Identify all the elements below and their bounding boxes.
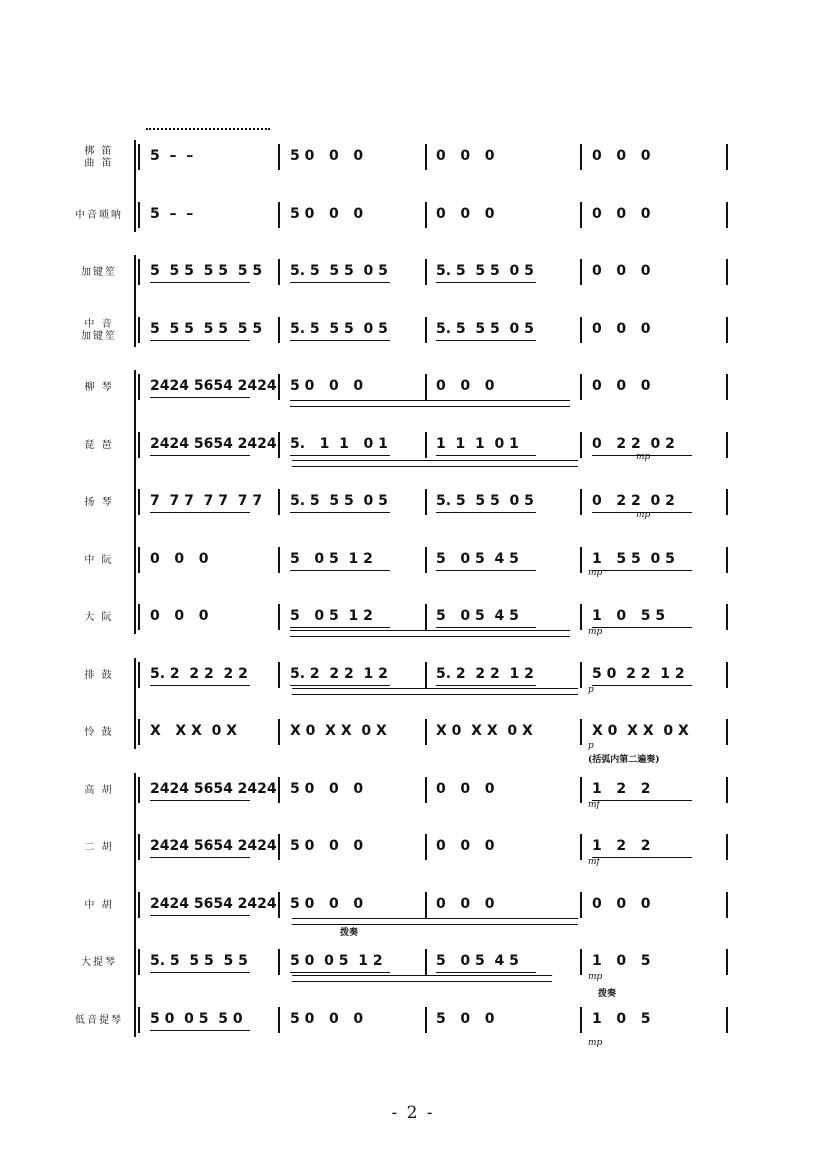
bar-line <box>278 777 280 803</box>
bar-line <box>425 1007 427 1033</box>
beam-line <box>436 512 536 513</box>
bar-line <box>726 317 728 343</box>
instrument-label: 梆 笛 曲 笛 <box>84 146 114 169</box>
measure-notes: 5 0 0 <box>436 1010 495 1027</box>
bar-line <box>278 144 280 170</box>
bar-line <box>138 144 140 170</box>
measure-notes: 5 0 0 0 <box>290 1010 364 1027</box>
bar-line <box>278 834 280 860</box>
bar-line <box>425 374 427 400</box>
bar-line <box>425 432 427 458</box>
daruan-dynamic: mp <box>588 627 603 637</box>
measure-notes: 5 0 2 2 1 2 <box>592 665 685 682</box>
measure-notes: 5 0 0 0 <box>290 780 364 797</box>
measure-notes: 1 0 5 <box>592 953 651 969</box>
measure-notes: 5 – – <box>150 205 194 222</box>
bar-line <box>726 374 728 400</box>
measure-notes: 5 0 0 0 <box>290 205 364 222</box>
bar-line <box>138 547 140 573</box>
measure-notes: 0 0 0 <box>436 378 495 394</box>
measure-notes: 5 – – <box>150 148 194 164</box>
instrument-label: 加键笙 <box>81 267 117 278</box>
bar-line <box>580 374 582 400</box>
bar-line <box>726 604 728 630</box>
system-bracket <box>134 370 136 634</box>
bar-line <box>425 317 427 343</box>
measure-notes: 1 0 5 <box>592 1010 651 1027</box>
beam-line <box>150 397 250 398</box>
bar-line <box>726 202 728 228</box>
measure-notes: 1 2 2 <box>592 780 651 797</box>
bar-line <box>138 317 140 343</box>
measure-notes: 0 0 0 <box>592 205 651 222</box>
beam-line <box>592 685 692 686</box>
bar-line <box>138 719 140 745</box>
beam-line <box>290 340 390 341</box>
bar-line <box>425 604 427 630</box>
measure-notes: X 0 X X 0 X <box>592 723 689 739</box>
measure-notes: 5 0 0 5 1 2 <box>290 953 383 969</box>
bar-line <box>425 144 427 170</box>
hairpin <box>292 688 578 695</box>
linggu-dynamic: p <box>588 741 594 751</box>
bar-line <box>726 1007 728 1033</box>
page-number: - 2 - <box>391 1103 435 1123</box>
measure-notes: 2424 5654 2424 <box>150 838 277 854</box>
bar-line <box>726 892 728 918</box>
bar-line <box>726 662 728 688</box>
bar-line <box>726 834 728 860</box>
beam-line <box>150 282 250 283</box>
bar-line <box>138 202 140 228</box>
beam-line <box>290 627 390 628</box>
instrument-label: 柳 琴 <box>84 382 114 393</box>
instrument-label: 中音唢呐 <box>75 209 123 221</box>
beam-line <box>290 570 390 571</box>
measure-notes: 5 0 5 1 2 <box>290 608 373 624</box>
bar-line <box>278 202 280 228</box>
erhu-dynamic: mf <box>588 857 600 867</box>
measure-notes: 5 0 0 0 <box>290 148 364 164</box>
measure-notes: 1 0 5 5 <box>592 608 666 624</box>
instrument-label: 中 音 加键笙 <box>81 318 117 342</box>
cello-dynamic: mp <box>588 972 603 982</box>
bar-line <box>425 489 427 515</box>
measure-notes: 5 0 0 5 5 0 <box>150 1010 243 1027</box>
bar-line <box>580 719 582 745</box>
bar-line <box>580 547 582 573</box>
measure-notes: 2424 5654 2424 <box>150 435 277 452</box>
bar-line <box>138 489 140 515</box>
instrument-label: 扬 琴 <box>84 497 114 508</box>
trill-line <box>146 128 270 134</box>
measure-notes: 1 5 5 0 5 <box>592 550 675 567</box>
hairpin <box>292 975 552 982</box>
bar-line <box>425 834 427 860</box>
bar-line <box>726 259 728 285</box>
measure-notes: 0 0 0 <box>436 838 495 854</box>
instrument-label: 二 胡 <box>84 842 114 853</box>
beam-line <box>436 627 536 628</box>
bar-line <box>580 259 582 285</box>
beam-line <box>290 685 390 686</box>
measure-notes: 5. 5 5 5 0 5 <box>436 263 534 279</box>
measure-notes: 2424 5654 2424 <box>150 378 277 394</box>
measure-notes: 5. 5 5 5 0 5 <box>290 263 388 279</box>
bar-line <box>138 432 140 458</box>
instrument-label: 琵 琶 <box>84 439 114 451</box>
bar-line <box>278 374 280 400</box>
measure-notes: 5. 5 5 5 0 5 <box>290 320 388 337</box>
measure-notes: 5 0 0 0 <box>290 378 364 394</box>
measure-notes: 5 0 5 1 2 <box>290 550 373 567</box>
beam-line <box>436 282 536 283</box>
measure-notes: 0 0 0 <box>592 895 651 912</box>
yangqin-dynamic: mp <box>636 510 651 520</box>
measure-notes: 1 2 2 <box>592 838 651 854</box>
instrument-label: 中 胡 <box>84 899 114 911</box>
bar-line <box>278 892 280 918</box>
bar-line <box>278 662 280 688</box>
measure-notes: 5 5 5 5 5 5 5 <box>150 320 263 337</box>
bar-line <box>425 892 427 918</box>
paigu-dynamic: p <box>588 685 594 695</box>
bar-line <box>580 777 582 803</box>
beam-line <box>436 455 536 456</box>
bar-line <box>425 949 427 975</box>
bar-line <box>138 374 140 400</box>
beam-line <box>150 340 250 341</box>
measure-notes: 5 0 5 4 5 <box>436 608 519 624</box>
measure-notes: 1 1 1 0 1 <box>436 435 519 452</box>
bar-line <box>580 834 582 860</box>
system-bracket <box>134 255 136 347</box>
measure-notes: 0 0 0 <box>592 320 651 337</box>
beam-line <box>150 1030 250 1031</box>
measure-notes: 0 2 2 0 2 <box>592 493 675 509</box>
gaohu-dynamic: mf <box>588 800 600 810</box>
instrument-label: 中 阮 <box>84 554 114 566</box>
bar-line <box>580 1007 582 1033</box>
measure-notes: 5 5 5 5 5 5 5 <box>150 263 263 279</box>
bar-line <box>580 489 582 515</box>
measure-notes: 0 0 0 <box>436 148 495 164</box>
bar-line <box>425 662 427 688</box>
measure-notes: 5 0 5 4 5 <box>436 953 519 969</box>
bar-line <box>278 317 280 343</box>
measure-notes: 0 0 0 <box>150 608 209 624</box>
measure-notes: 0 0 0 <box>436 780 495 797</box>
measure-notes: 5. 1 1 0 1 <box>290 435 388 452</box>
bar-line <box>425 777 427 803</box>
measure-notes: 5 0 5 4 5 <box>436 550 519 567</box>
bar-line <box>278 547 280 573</box>
system-bracket <box>134 140 136 232</box>
beam-line <box>592 570 692 571</box>
bar-line <box>726 489 728 515</box>
bar-line <box>726 547 728 573</box>
bar-line <box>425 259 427 285</box>
bar-line <box>278 489 280 515</box>
bar-line <box>138 662 140 688</box>
pizzicato-label-1: 拨奏 <box>340 928 359 938</box>
beam-line <box>150 685 250 686</box>
bar-line <box>138 259 140 285</box>
system-bracket <box>134 773 136 1037</box>
bar-line <box>278 432 280 458</box>
hairpin <box>290 630 570 637</box>
bar-line <box>726 777 728 803</box>
measure-notes: 5. 5 5 5 0 5 <box>436 320 534 337</box>
beam-line <box>436 972 536 973</box>
beam-line <box>290 972 390 973</box>
bar-line <box>580 317 582 343</box>
bar-line <box>138 777 140 803</box>
beam-line <box>592 800 692 801</box>
measure-notes: 2424 5654 2424 <box>150 780 277 797</box>
bar-line <box>425 202 427 228</box>
beam-line <box>150 857 250 858</box>
measure-notes: 0 0 0 <box>436 205 495 222</box>
bar-line <box>580 144 582 170</box>
beam-line <box>150 512 250 513</box>
bar-line <box>138 892 140 918</box>
measure-notes: 0 0 0 <box>592 378 651 394</box>
instrument-label: 怜 鼓 <box>84 727 114 738</box>
beam-line <box>592 627 692 628</box>
zhongruan-dynamic: mp <box>588 568 603 578</box>
instrument-label: 低音提琴 <box>75 1014 123 1026</box>
beam-line <box>436 570 536 571</box>
measure-notes: X X X 0 X <box>150 723 238 739</box>
measure-notes: 5. 5 5 5 0 5 <box>436 493 534 509</box>
beam-line <box>290 282 390 283</box>
instrument-label: 大提琴 <box>81 957 117 968</box>
measure-notes: 5. 5 5 5 5 5 <box>150 953 248 969</box>
measure-notes: X 0 X X 0 X <box>436 723 533 739</box>
bar-line <box>278 1007 280 1033</box>
measure-notes: 5. 2 2 2 1 2 <box>290 665 388 682</box>
measure-notes: 5 0 0 0 <box>290 838 364 854</box>
beam-line <box>150 800 250 801</box>
beam-line <box>150 915 250 916</box>
beam-line <box>290 455 390 456</box>
bar-line <box>580 892 582 918</box>
measure-notes: 2424 5654 2424 <box>150 895 277 912</box>
beam-line <box>150 455 250 456</box>
instrument-label: 排 鼓 <box>84 669 114 681</box>
beam-line <box>436 340 536 341</box>
bar-line <box>726 719 728 745</box>
bar-line <box>726 949 728 975</box>
bar-line <box>580 202 582 228</box>
beam-line <box>592 857 692 858</box>
beam-line <box>290 512 390 513</box>
bar-line <box>580 604 582 630</box>
bar-line <box>278 949 280 975</box>
second-time-note: (括弧内第二遍奏) <box>588 755 660 765</box>
bar-line <box>425 547 427 573</box>
measure-notes: 0 0 0 <box>436 895 495 912</box>
system-bracket <box>134 658 136 750</box>
bar-line <box>580 432 582 458</box>
bar-line <box>138 1007 140 1033</box>
bar-line <box>580 662 582 688</box>
hairpin <box>290 400 570 407</box>
bar-line <box>726 144 728 170</box>
pipa-dynamic: mp <box>636 452 651 462</box>
instrument-label: 大 阮 <box>84 612 114 623</box>
bar-line <box>278 719 280 745</box>
measure-notes: X 0 X X 0 X <box>290 723 387 739</box>
beam-line <box>436 685 536 686</box>
pizzicato-label-2: 拨奏 <box>598 989 617 999</box>
bar-line <box>138 834 140 860</box>
beam-line <box>150 972 250 973</box>
measure-notes: 5. 2 2 2 1 2 <box>436 665 534 682</box>
hairpin <box>292 460 578 467</box>
bar-line <box>580 949 582 975</box>
measure-notes: 5. 2 2 2 2 2 <box>150 665 248 682</box>
measure-notes: 5. 5 5 5 0 5 <box>290 493 388 509</box>
measure-notes: 0 0 0 <box>150 550 209 567</box>
bar-line <box>425 719 427 745</box>
measure-notes: 7 7 7 7 7 7 7 <box>150 493 263 509</box>
instrument-label: 高 胡 <box>84 784 114 796</box>
measure-notes: 0 2 2 0 2 <box>592 435 675 452</box>
bar-line <box>138 604 140 630</box>
bar-line <box>138 949 140 975</box>
hairpin <box>292 918 578 925</box>
bar-line <box>726 432 728 458</box>
bass-dynamic: mp <box>588 1038 603 1048</box>
measure-notes: 0 0 0 <box>592 263 651 279</box>
bar-line <box>278 604 280 630</box>
measure-notes: 5 0 0 0 <box>290 895 364 912</box>
bar-line <box>278 259 280 285</box>
measure-notes: 0 0 0 <box>592 148 651 164</box>
